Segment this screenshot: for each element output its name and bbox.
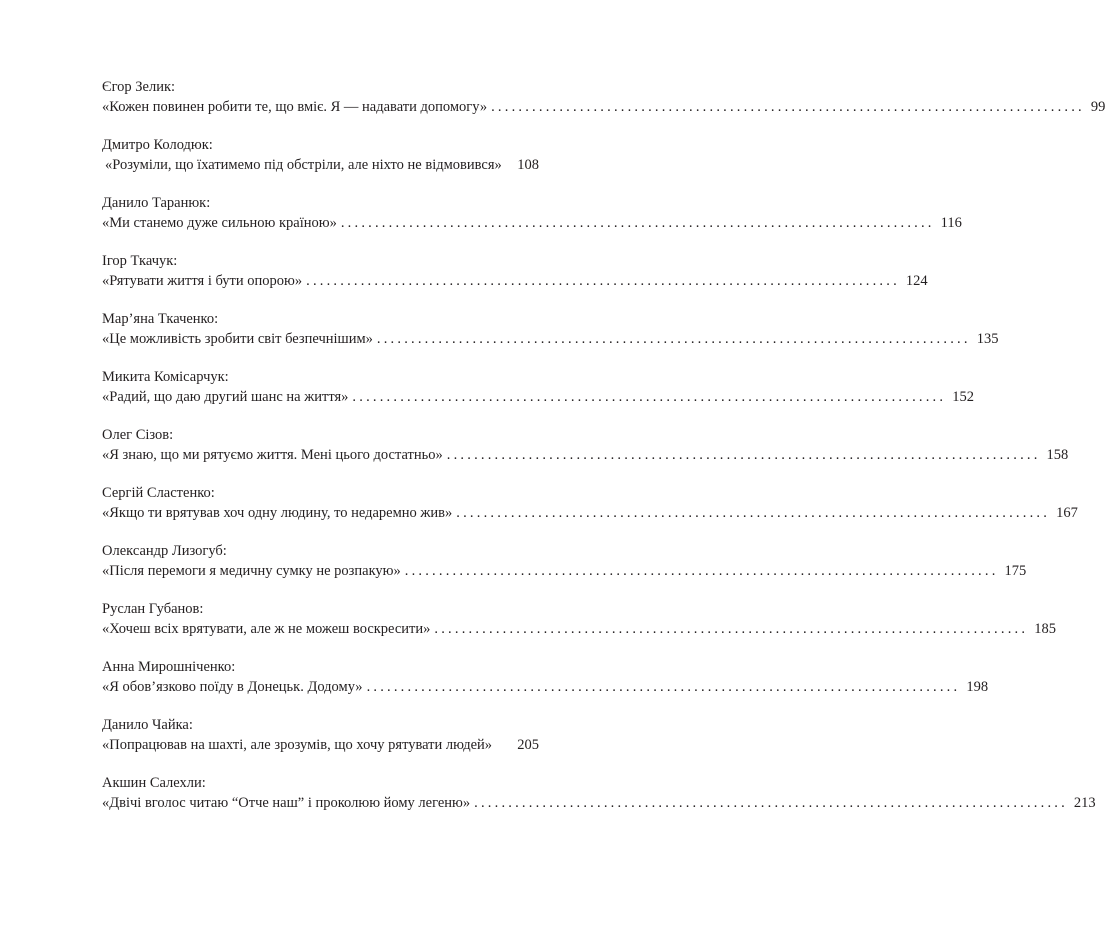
leader-dots: ....................................................................................... [434, 621, 1029, 637]
toc-entry [102, 715, 539, 773]
leader-dots: ....................................................................................... [352, 389, 947, 405]
leader-dots: ....................................................................................... [376, 331, 971, 347]
toc-page-number: 108 [517, 157, 539, 173]
toc-title-line [102, 97, 1105, 117]
toc-title: «Попрацював на шахті, але зрозумів, що хочу рятувати людей» [102, 737, 493, 753]
toc-entry [102, 367, 974, 425]
toc-title: «Я обов’язково поїду в Донецьк. Додому» [102, 679, 363, 695]
toc-title-line [102, 735, 539, 755]
toc-title-line [102, 503, 1078, 523]
toc-title-line [102, 445, 1069, 465]
toc-entry [102, 251, 928, 309]
table-of-contents [102, 77, 1105, 831]
toc-entry [102, 135, 539, 193]
toc-author: Сергій Сластенко: [102, 485, 215, 501]
toc-title: «Радий, що даю другий шанс на життя» [102, 389, 349, 405]
toc-title: «Після перемоги я медичну сумку не розпакую» [102, 563, 401, 579]
leader-dots: ....................................................................................... [456, 505, 1051, 521]
toc-title-line [102, 619, 1056, 639]
leader-dots: ....................................................................................... [306, 273, 900, 289]
toc-page-number: 124 [905, 273, 928, 289]
toc-entry [102, 77, 1105, 135]
toc-entry [102, 309, 999, 367]
toc-page-number: 213 [1073, 795, 1096, 811]
leader-dots: ....................................................................................... [404, 563, 999, 579]
leader-dots: ....................................................................................... [491, 99, 1085, 115]
toc-page-number: 99 [1090, 99, 1105, 115]
toc-title: «Двічі вголос читаю “Отче наш” і проколюю йому легеню» [102, 795, 471, 811]
toc-title: «Рятувати життя і бути опорою» [102, 273, 303, 289]
toc-entry [102, 193, 962, 251]
toc-title-line [102, 387, 974, 407]
toc-entry [102, 541, 1027, 599]
toc-author: Мар’яна Ткаченко: [102, 311, 219, 327]
toc-author: Данило Таранюк: [102, 195, 211, 211]
toc-author: Данило Чайка: [102, 717, 193, 733]
toc-author: Олександр Лизогуб: [102, 543, 227, 559]
toc-author: Микита Комісарчук: [102, 369, 229, 385]
toc-title: «Розуміли, що їхатимемо під обстріли, але ніхто не відмовився» [105, 157, 502, 173]
toc-page-number: 116 [940, 215, 962, 231]
toc-page-number: 185 [1034, 621, 1056, 637]
toc-page-number: 135 [976, 331, 999, 347]
leader-dots: ....................................................................................... [366, 679, 961, 695]
toc-page-number: 175 [1004, 563, 1027, 579]
toc-title-line [102, 213, 962, 233]
toc-entry [102, 657, 989, 715]
toc-author: Олег Сізов: [102, 427, 174, 443]
toc-title: «Це можливість зробити світ безпечнішим» [102, 331, 373, 347]
toc-author: Єгор Зелик: [102, 79, 176, 95]
toc-title-line [102, 155, 539, 175]
toc-author: Анна Мирошніченко: [102, 659, 236, 675]
toc-page-number: 198 [966, 679, 989, 695]
leader-dots: ....................................................................................... [446, 447, 1041, 463]
toc-title: «Кожен повинен робити те, що вміє. Я — надавати допомогу» [102, 99, 488, 115]
toc-author: Акшин Салехли: [102, 775, 206, 791]
toc-title: «Хочеш всіх врятувати, але ж не можеш воскресити» [102, 621, 431, 637]
toc-author: Руслан Губанов: [102, 601, 204, 617]
leader-dots: ....................................................................................... [340, 215, 935, 231]
leader-dots: ....................................................................................... [474, 795, 1068, 811]
toc-title-line [102, 271, 928, 291]
toc-page-number: 158 [1046, 447, 1069, 463]
toc-entry [102, 773, 1096, 831]
toc-title: «Ми станемо дуже сильною країною» [102, 215, 337, 231]
toc-author: Дмитро Колодюк: [102, 137, 213, 153]
toc-title-line [102, 329, 999, 349]
toc-title: «Якщо ти врятував хоч одну людину, то недаремно жив» [102, 505, 453, 521]
toc-author: Ігор Ткачук: [102, 253, 178, 269]
toc-page-number: 167 [1056, 505, 1078, 521]
toc-title-line [102, 561, 1027, 581]
toc-entry [102, 483, 1078, 541]
toc-entry [102, 425, 1069, 483]
toc-page-number: 205 [517, 737, 539, 753]
toc-title: «Я знаю, що ми рятуємо життя. Мені цього достатньо» [102, 447, 443, 463]
toc-entry [102, 599, 1056, 657]
toc-title-line [102, 677, 989, 697]
toc-page-number: 152 [952, 389, 974, 405]
toc-title-line [102, 793, 1096, 813]
